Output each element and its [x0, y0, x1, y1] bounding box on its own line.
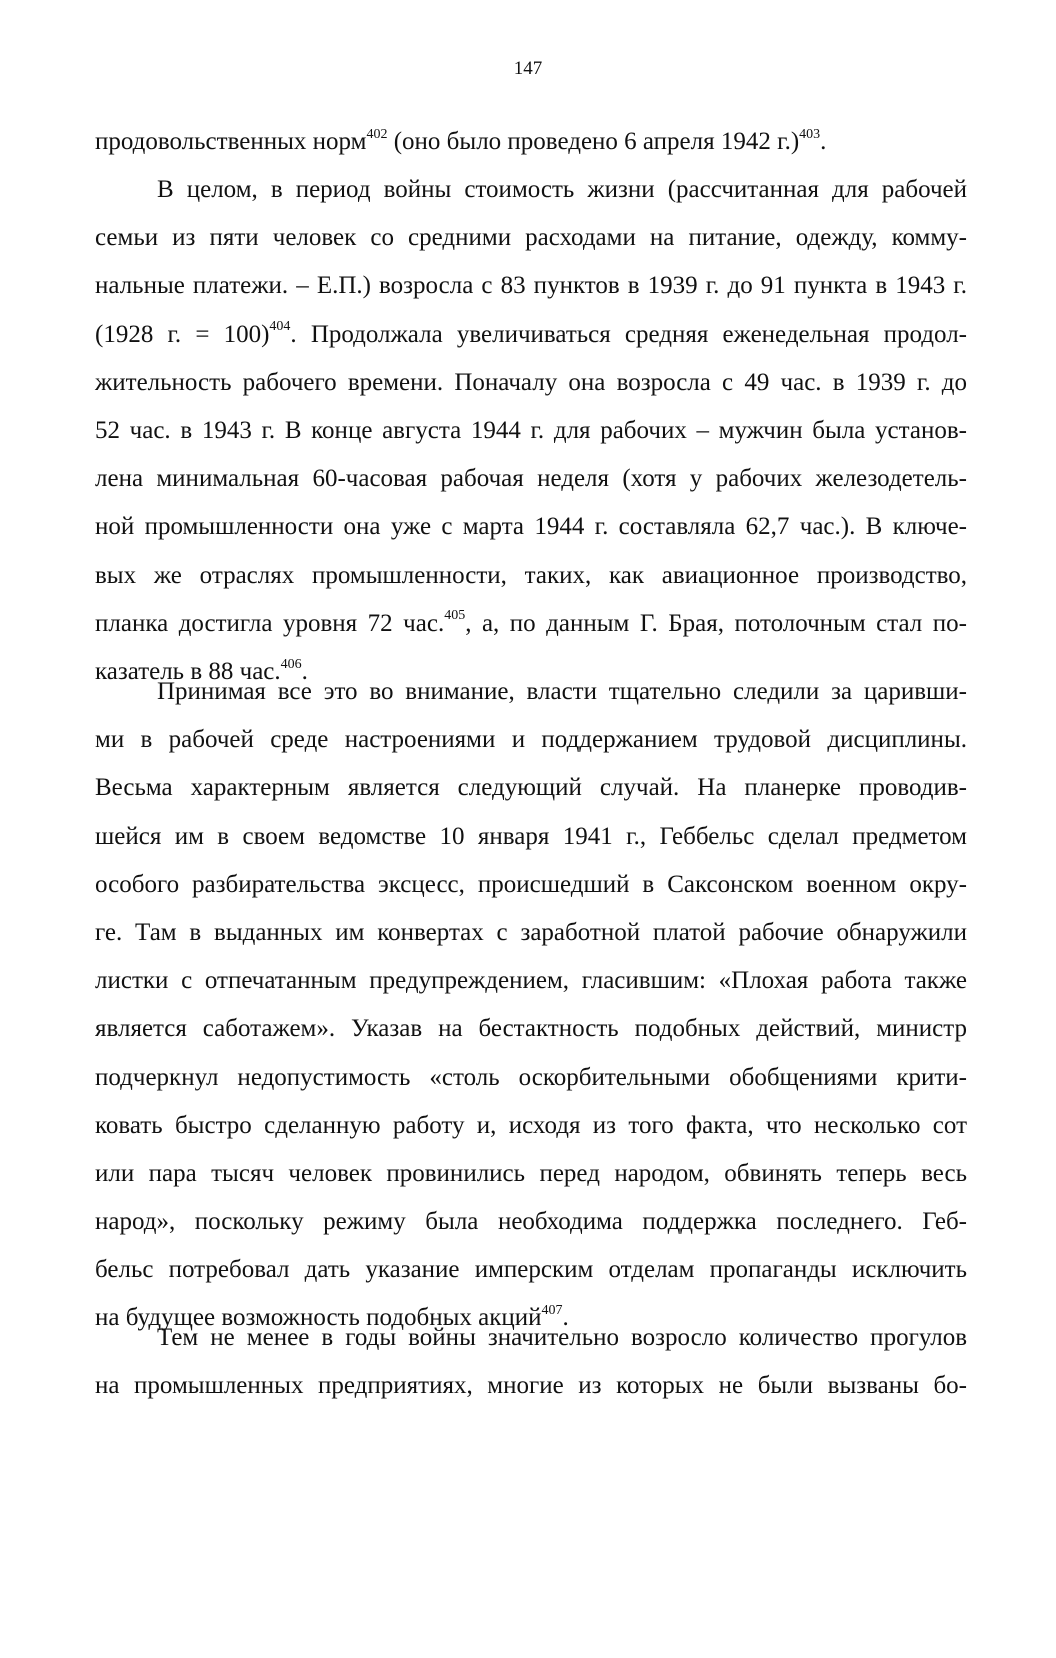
text-line: листки с отпечатанным предупреждением, гласившим: «Плохая работа также [95, 967, 967, 995]
text-line: В целом, в период войны стоимость жизни (рассчитанная для рабочей [157, 176, 967, 203]
page-number: 147 [513, 58, 543, 79]
text-line: семьи из пяти человек со средними расходами на питание, одежду, комму- [95, 224, 967, 252]
text-line: Весьма характерным является следующий случай. На планерке проводив- [95, 774, 967, 802]
paragraph-cost-of-living [95, 166, 967, 696]
text-line: на промышленных предприятиях, многие из которых не были вызваны бо- [95, 1372, 967, 1400]
text-line: или пара тысяч человек провинились перед народом, обвинять теперь весь [95, 1159, 967, 1187]
text-run: планка достигла уровня 72 час. [95, 609, 445, 637]
text-run: , а, по данным Г. Брая, потолочным стал по- [465, 609, 967, 637]
footnote-ref-402: 402 [366, 126, 388, 142]
text-line: Тем не менее в годы войны значительно возросло количество прогулов [157, 1324, 967, 1351]
footnote-ref-405: 405 [444, 608, 466, 624]
text-line: ковать быстро сделанную работу и, исходя из того факта, что несколько сот [95, 1111, 967, 1139]
text-line: ной промышленности она уже с марта 1944 г. составляла 62,7 час.). В ключе- [95, 513, 967, 541]
text-line: лена минимальная 60-часовая рабочая неделя (хотя у рабочих железодетель- [95, 465, 967, 493]
text-line: Принимая все это во внимание, власти тщательно следили за царивши- [157, 678, 967, 705]
text-line: жительность рабочего времени. Поначалу она возросла с 49 час. в 1939 г. до [95, 368, 967, 396]
text-run: продовольственных норм [95, 128, 367, 155]
text-line [95, 118, 967, 166]
paragraph-discipline [95, 668, 967, 1343]
text-line: бельс потребовал дать указание имперским отделам пропаганды исключить [95, 1256, 967, 1284]
text-run: (1928 г. = 100) [95, 320, 270, 348]
text-run: на будущее возможность подобных акций [95, 1304, 542, 1332]
text-run: (оно было проведено 6 апреля 1942 г.) [387, 128, 800, 155]
text-line [95, 311, 967, 359]
text-line: 52 час. в 1943 г. В конце августа 1944 г. для рабочих – мужчин была установ- [95, 416, 967, 444]
footnote-ref-407: 407 [541, 1303, 563, 1319]
footnote-ref-404: 404 [269, 319, 291, 335]
text-run: . [562, 1304, 569, 1332]
text-line [95, 600, 967, 648]
text-run: казатель в 88 час. [95, 657, 281, 685]
footnote-ref-403: 403 [799, 126, 821, 142]
text-line: является саботажем». Указав на бестактность подобных действий, министр [95, 1015, 967, 1043]
text-line: особого разбирательства эксцесс, происшедший в Саксонском военном окру- [95, 870, 967, 898]
text-line: шейся им в своем ведомстве 10 января 1941 г., Геббельс сделал предметом [95, 822, 967, 850]
text-line: подчеркнул недопустимость «столь оскорбительными обобщениями крити- [95, 1063, 967, 1091]
text-run: . Продолжала увеличиваться средняя еженедельная продол- [290, 320, 967, 348]
text-line: вых же отраслях промышленности, таких, как авиационное производство, [95, 561, 967, 589]
text-line: нальные платежи. – Е.П.) возросла с 83 пунктов в 1939 г. до 91 пункта в 1943 г. [95, 272, 967, 300]
text-run: . [301, 657, 308, 685]
text-line: ми в рабочей среде настроениями и поддержанием трудовой дисциплины. [95, 726, 967, 754]
text-line: народ», поскольку режиму была необходима поддержка последнего. Геб- [95, 1208, 967, 1236]
text-line: ге. Там в выданных им конвертах с заработной платой рабочие обнаружили [95, 918, 967, 946]
footnote-ref-406: 406 [280, 656, 302, 672]
paragraph-absenteeism [95, 1314, 967, 1410]
text-run: . [820, 128, 827, 155]
paragraph-continuation [95, 118, 967, 166]
